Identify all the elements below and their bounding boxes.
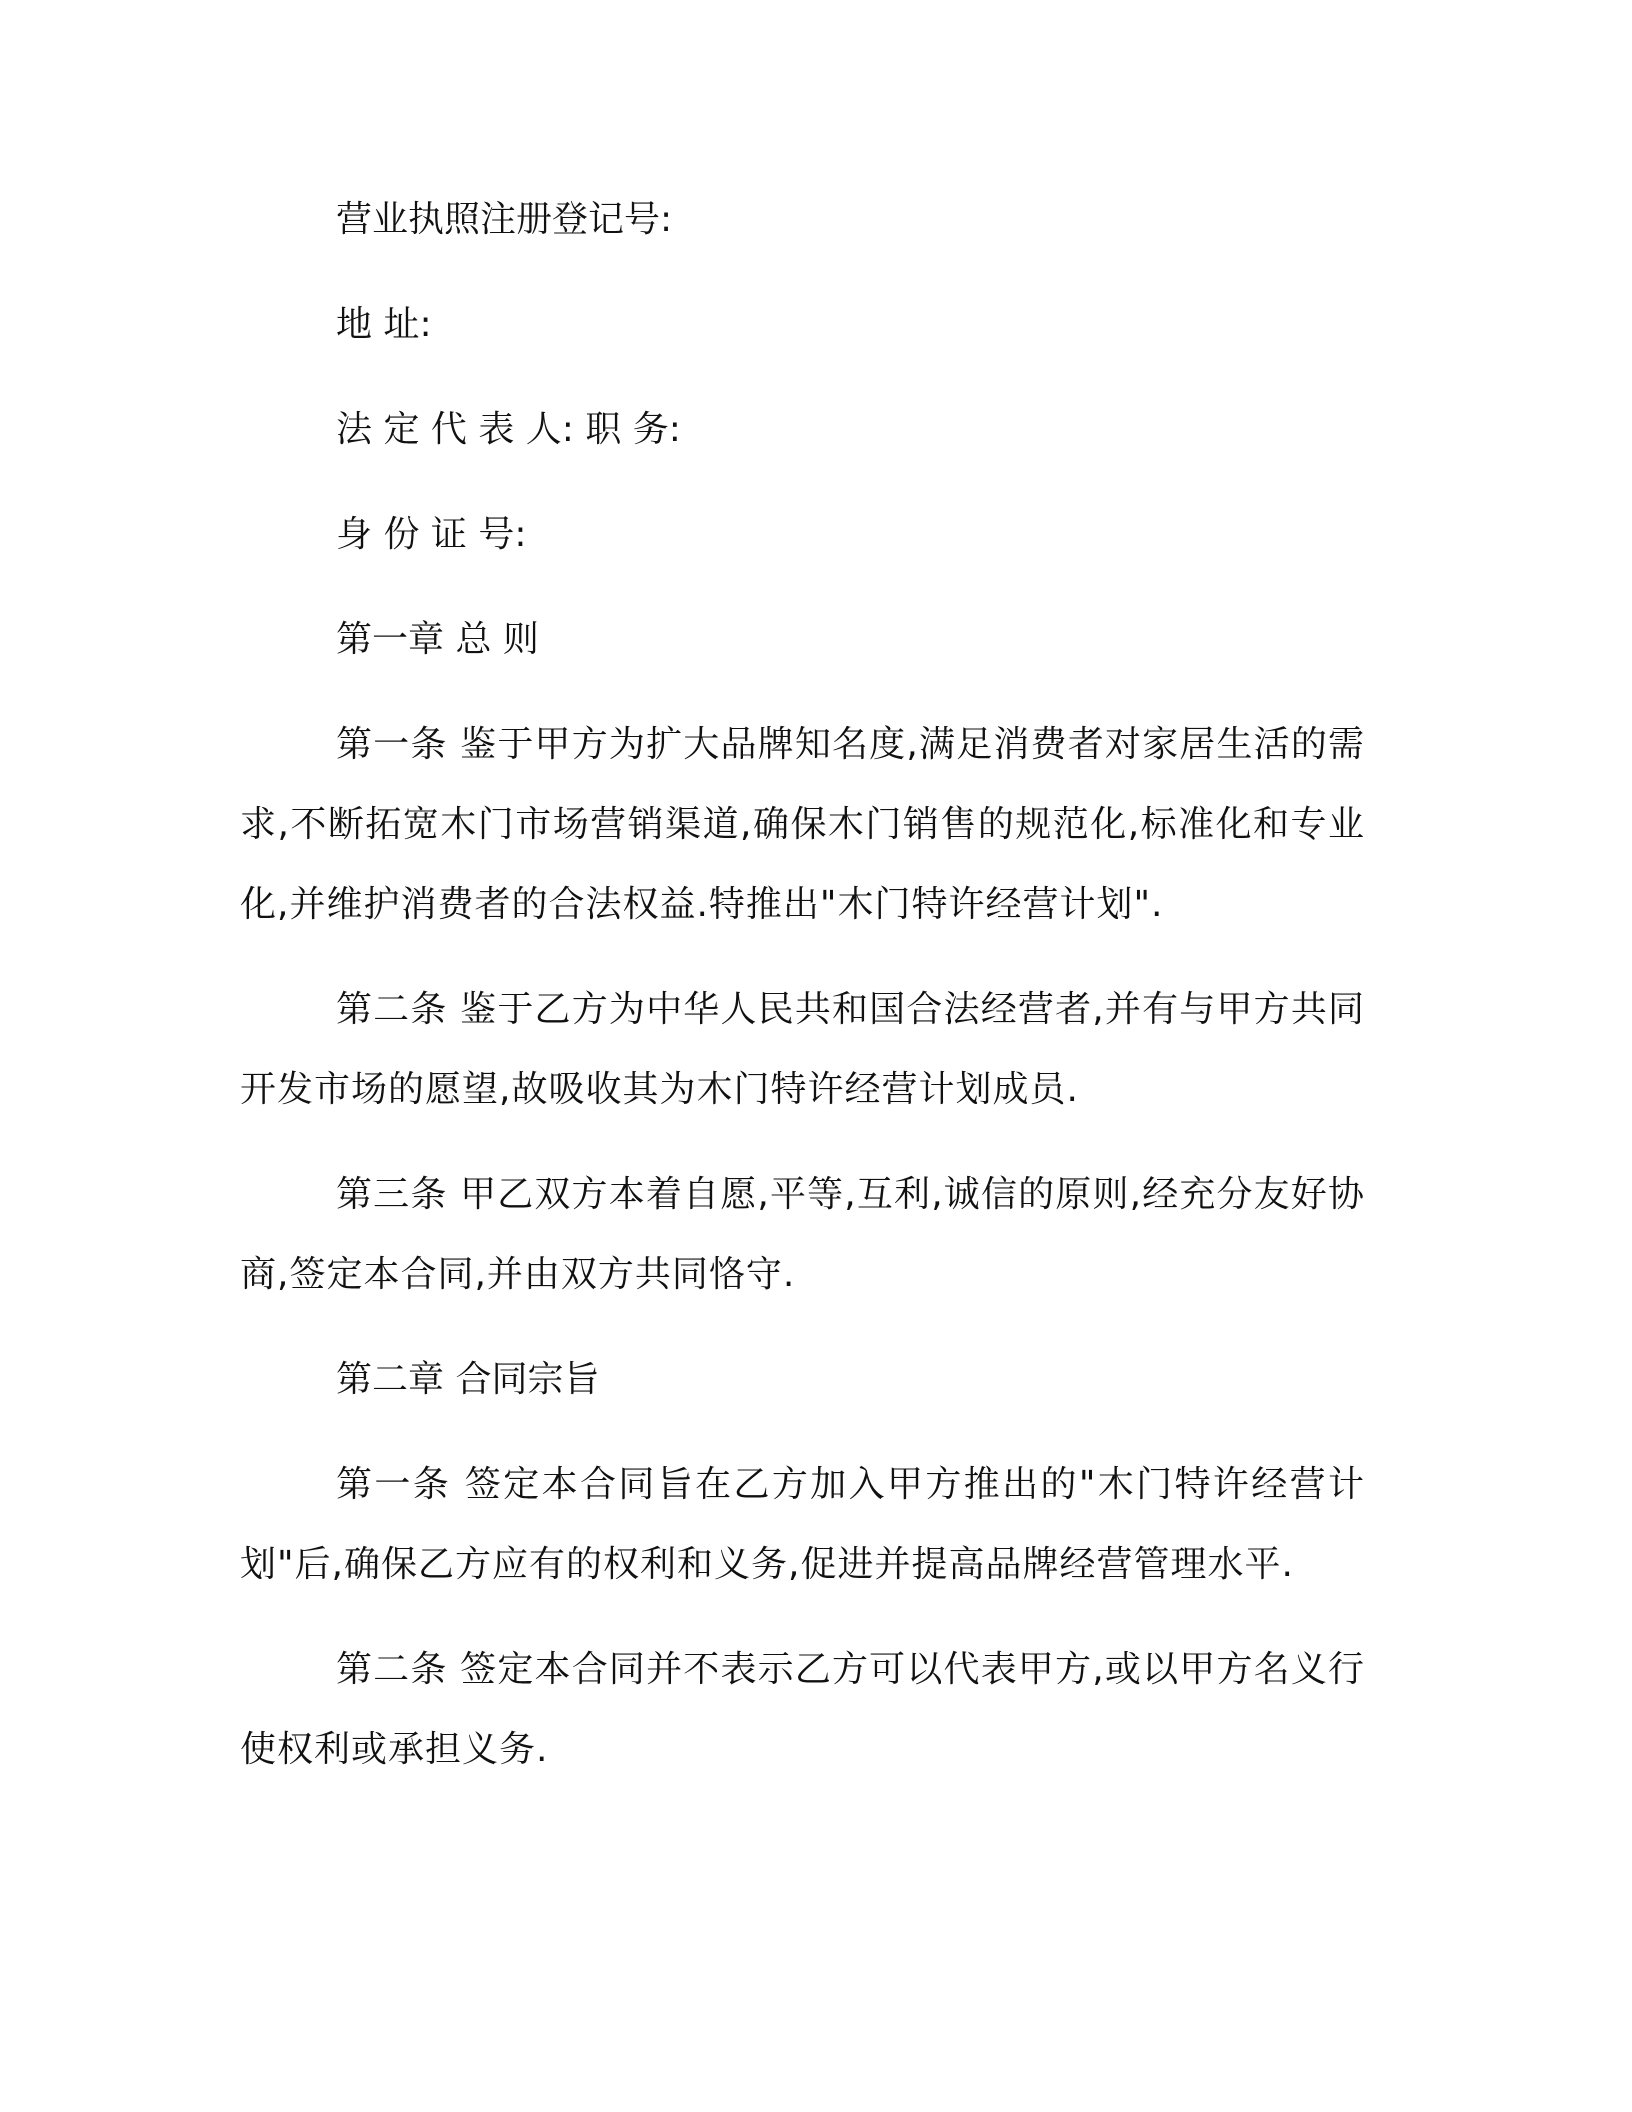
id-number-field: 身 份 证 号:	[336, 514, 527, 555]
chapter-2-article-2: 第二条 签定本合同并不表示乙方可以代表甲方,或以甲方名义行使权利或承担义务.	[240, 1649, 1365, 1770]
chapter-1-article-3: 第三条 甲乙双方本着自愿,平等,互利,诚信的原则,经充分友好协商,签定本合同,并由双方共同恪守.	[240, 1174, 1365, 1295]
chapter-1-article-2: 第二条 鉴于乙方为中华人民共和国合法经营者,并有与甲方共同开发市场的愿望,故吸收其为木门特许经营计划成员.	[240, 989, 1365, 1110]
address-field: 地 址:	[336, 304, 432, 345]
document-body	[240, 180, 1365, 1815]
chapter-2-article-1: 第一条 签定本合同旨在乙方加入甲方推出的"木门特许经营计划"后,确保乙方应有的权利和义务,促进并提高品牌经营管理水平.	[240, 1464, 1365, 1585]
legal-representative-field: 法 定 代 表 人: 职 务:	[336, 409, 681, 450]
chapter-1-title: 第一章 总 则	[336, 619, 539, 660]
chapter-1-article-1: 第一条 鉴于甲方为扩大品牌知名度,满足消费者对家居生活的需求,不断拓宽木门市场营销渠道,确保木门销售的规范化,标准化和专业化,并维护消费者的合法权益.特推出"木门特许经营计划".	[240, 724, 1365, 925]
chapter-2-title: 第二章 合同宗旨	[336, 1359, 600, 1400]
business-license-field: 营业执照注册登记号:	[336, 199, 673, 240]
